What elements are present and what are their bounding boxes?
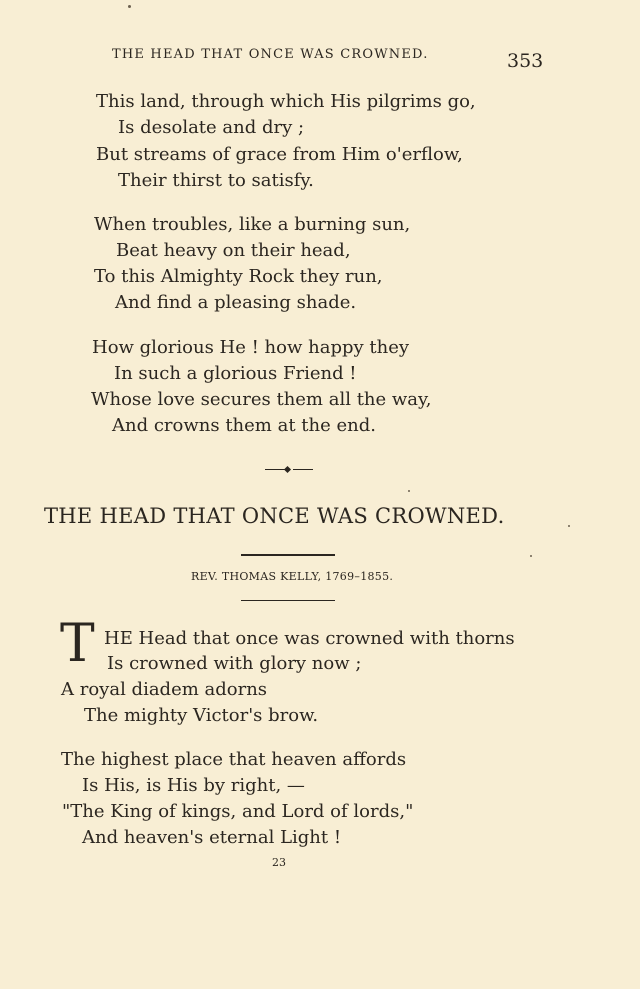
poem-line: Their thirst to satisfy. xyxy=(118,170,314,191)
signature-mark: 23 xyxy=(272,856,286,869)
poem-line: And find a pleasing shade. xyxy=(115,292,357,313)
poem-line: The highest place that heaven affords xyxy=(61,749,407,770)
paper-speck xyxy=(128,5,131,8)
poem-line: A royal diadem adorns xyxy=(61,679,268,700)
poem-line: Beat heavy on their head, xyxy=(116,240,351,261)
running-header: THE HEAD THAT ONCE WAS CROWNED. xyxy=(112,47,429,62)
poem-line: And crowns them at the end. xyxy=(112,415,376,436)
poem-line: Is desolate and dry ; xyxy=(118,117,305,138)
poem-line: In such a glorious Friend ! xyxy=(114,363,357,384)
author-attribution: REV. THOMAS KELLY, 1769–1855. xyxy=(191,570,394,583)
section-ornament xyxy=(265,468,313,472)
poem-line: This land, through which His pilgrims go, xyxy=(96,91,476,112)
poem-line: The mighty Victor's brow. xyxy=(84,705,319,726)
poem-line: Is crowned with glory now ; xyxy=(107,653,362,674)
poem-line: But streams of grace from Him o'erflow, xyxy=(96,144,463,165)
poem-line: How glorious He ! how happy they xyxy=(92,337,410,358)
poem-line: When troubles, like a burning sun, xyxy=(94,214,411,235)
poem-line: To this Almighty Rock they run, xyxy=(94,266,383,287)
poem-line: HE Head that once was crowned with thorns xyxy=(104,628,515,649)
poem-line: "The King of kings, and Lord of lords," xyxy=(62,801,414,822)
paper-speck xyxy=(530,555,532,557)
attribution-rule xyxy=(241,600,335,601)
page-number: 353 xyxy=(507,50,544,72)
poem-line: Whose love secures them all the way, xyxy=(91,389,432,410)
poem-line: And heaven's eternal Light ! xyxy=(82,827,342,848)
title-rule xyxy=(241,554,335,556)
poem-title: THE HEAD THAT ONCE WAS CROWNED. xyxy=(44,504,505,528)
paper-speck xyxy=(408,490,410,492)
drop-cap: T xyxy=(60,614,95,674)
paper-speck xyxy=(568,525,570,527)
poem-line: Is His, is His by right, — xyxy=(82,775,305,796)
